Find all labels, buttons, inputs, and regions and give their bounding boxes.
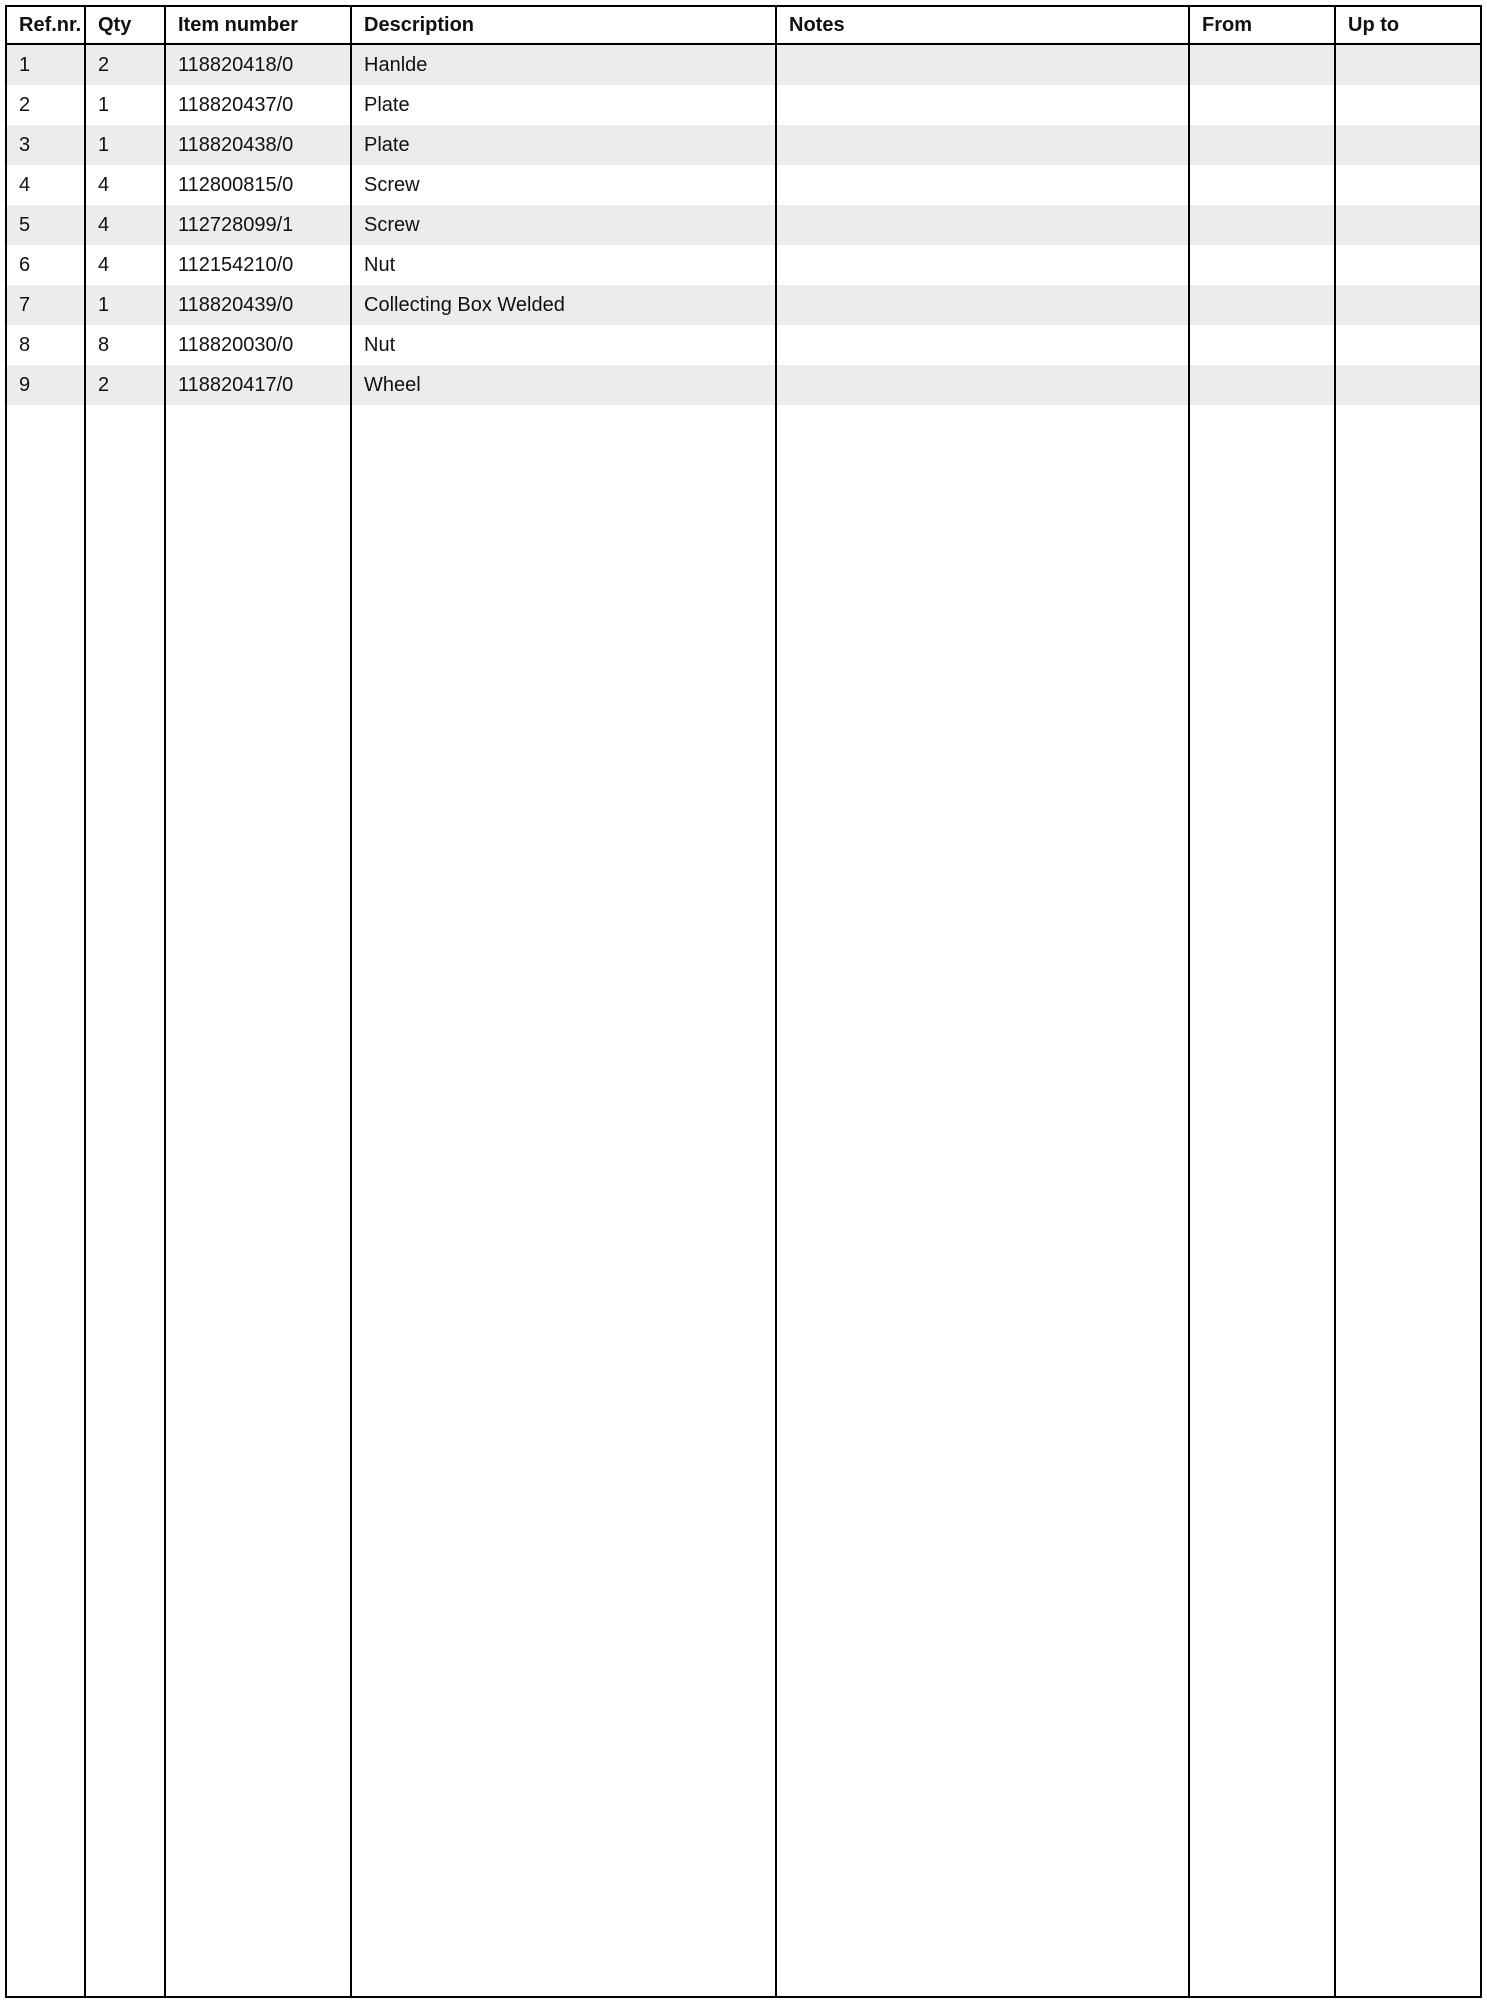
cell-ref-nr: 1 [19,53,31,76]
cell-notes [777,125,1190,165]
table-row [7,365,1480,405]
cell-qty: 4 [98,173,110,196]
cell-from [1190,85,1336,125]
cell-from [1190,325,1336,365]
cell-notes [777,285,1190,325]
cell-notes [777,325,1190,365]
cell-qty: 4 [98,213,110,236]
cell-up-to [1336,285,1484,325]
cell-up-to [1336,245,1484,285]
table-header [7,7,1480,45]
table-row [7,325,1480,365]
cell-notes [777,85,1190,125]
table-row [7,205,1480,245]
table-row [7,285,1480,325]
cell-item-number: 118820438/0 [178,133,294,156]
header-qty: Qty [98,13,132,36]
cell-up-to [1336,205,1484,245]
header-item-number: Item number [178,13,299,36]
cell-description: Nut [364,333,396,356]
cell-qty: 8 [98,333,110,356]
cell-from [1190,245,1336,285]
cell-description: Screw [364,213,420,236]
cell-item-number: 118820418/0 [178,53,294,76]
cell-item-number: 112800815/0 [178,173,294,196]
table-row [7,245,1480,285]
cell-qty: 1 [98,133,110,156]
cell-notes [777,165,1190,205]
cell-item-number: 118820439/0 [178,293,294,316]
cell-qty: 1 [98,293,110,316]
cell-description: Plate [364,133,410,156]
cell-qty: 4 [98,253,110,276]
cell-from [1190,45,1336,85]
cell-qty: 1 [98,93,110,116]
cell-up-to [1336,85,1484,125]
cell-up-to [1336,165,1484,205]
cell-item-number: 112154210/0 [178,253,294,276]
cell-qty: 2 [98,53,110,76]
table-body [7,45,1480,405]
cell-item-number: 118820030/0 [178,333,294,356]
cell-from [1190,165,1336,205]
cell-ref-nr: 2 [19,93,31,116]
cell-ref-nr: 6 [19,253,31,276]
cell-ref-nr: 5 [19,213,31,236]
cell-ref-nr: 4 [19,173,31,196]
cell-ref-nr: 7 [19,293,31,316]
cell-description: Nut [364,253,396,276]
cell-from [1190,285,1336,325]
cell-notes [777,365,1190,405]
cell-notes [777,205,1190,245]
table-row [7,45,1480,85]
cell-from [1190,365,1336,405]
table-row [7,165,1480,205]
cell-description: Wheel [364,373,421,396]
cell-ref-nr: 8 [19,333,31,356]
cell-up-to [1336,125,1484,165]
cell-notes [777,245,1190,285]
cell-item-number: 118820417/0 [178,373,294,396]
header-from: From [1202,13,1252,36]
table-row [7,85,1480,125]
cell-up-to [1336,325,1484,365]
cell-qty: 2 [98,373,110,396]
header-ref-nr: Ref.nr. [19,13,82,36]
table-row [7,125,1480,165]
cell-up-to [1336,365,1484,405]
cell-item-number: 112728099/1 [178,213,294,236]
cell-item-number: 118820437/0 [178,93,294,116]
parts-list-table [5,5,1482,1998]
cell-up-to [1336,45,1484,85]
header-description: Description [364,13,475,36]
cell-description: Hanlde [364,53,428,76]
cell-notes [777,45,1190,85]
cell-ref-nr: 3 [19,133,31,156]
cell-description: Collecting Box Welded [364,293,565,316]
cell-from [1190,205,1336,245]
cell-description: Plate [364,93,410,116]
cell-from [1190,125,1336,165]
cell-ref-nr: 9 [19,373,31,396]
header-notes: Notes [789,13,845,36]
cell-description: Screw [364,173,420,196]
header-up-to: Up to [1348,13,1400,36]
